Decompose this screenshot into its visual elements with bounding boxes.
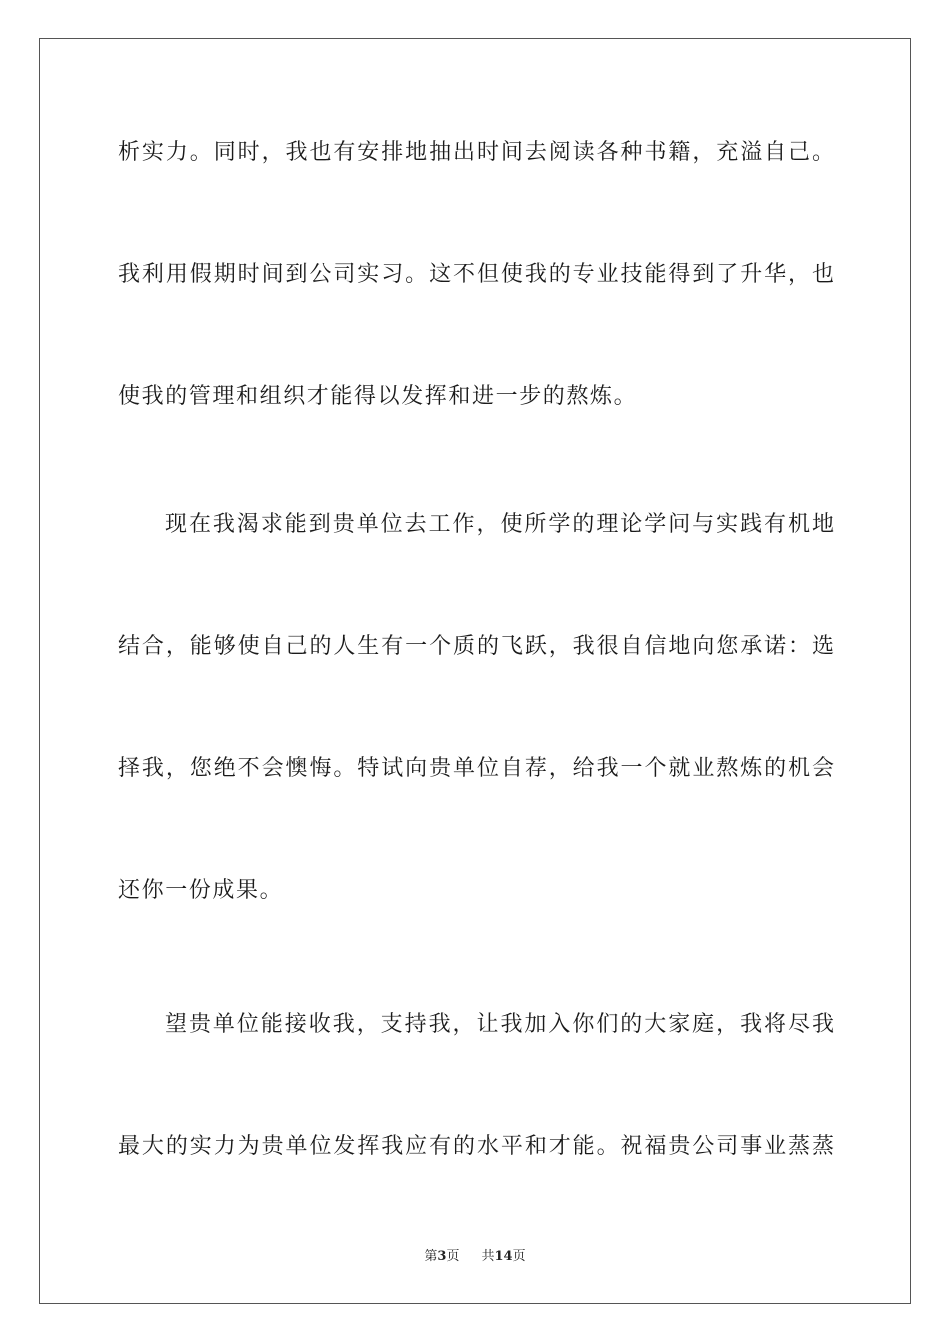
page-number: 3 <box>437 1249 447 1264</box>
body-line-2: 我利用假期时间到公司实习。这不但使我的专业技能得到了升华，也 <box>118 262 834 287</box>
total-pages: 14 <box>494 1249 513 1264</box>
body-line-1: 析实力。同时，我也有安排地抽出时间去阅读各种书籍，充溢自己。 <box>118 140 834 165</box>
page-frame <box>39 38 911 1304</box>
paragraph-2-line-2: 结合，能够使自己的人生有一个质的飞跃，我很自信地向您承诺：选 <box>118 634 834 659</box>
paragraph-2-line-1: 现在我渴求能到贵单位去工作，使所学的理论学问与实践有机地 <box>165 512 834 537</box>
paragraph-2-line-4: 还你一份成果。 <box>118 878 284 903</box>
page-prefix: 第 <box>424 1249 438 1264</box>
total-prefix: 共 <box>481 1249 495 1264</box>
page-suffix: 页 <box>446 1249 460 1264</box>
body-line-3: 使我的管理和组织才能得以发挥和进一步的熬炼。 <box>118 384 638 409</box>
total-suffix: 页 <box>512 1249 526 1264</box>
paragraph-3-line-2: 最大的实力为贵单位发挥我应有的水平和才能。祝福贵公司事业蒸蒸 <box>118 1134 834 1159</box>
paragraph-3-line-1: 望贵单位能接收我，支持我，让我加入你们的大家庭，我将尽我 <box>165 1012 834 1037</box>
page-footer <box>0 1248 950 1266</box>
paragraph-2-line-3: 择我，您绝不会懊悔。特试向贵单位自荐，给我一个就业熬炼的机会 <box>118 756 834 781</box>
